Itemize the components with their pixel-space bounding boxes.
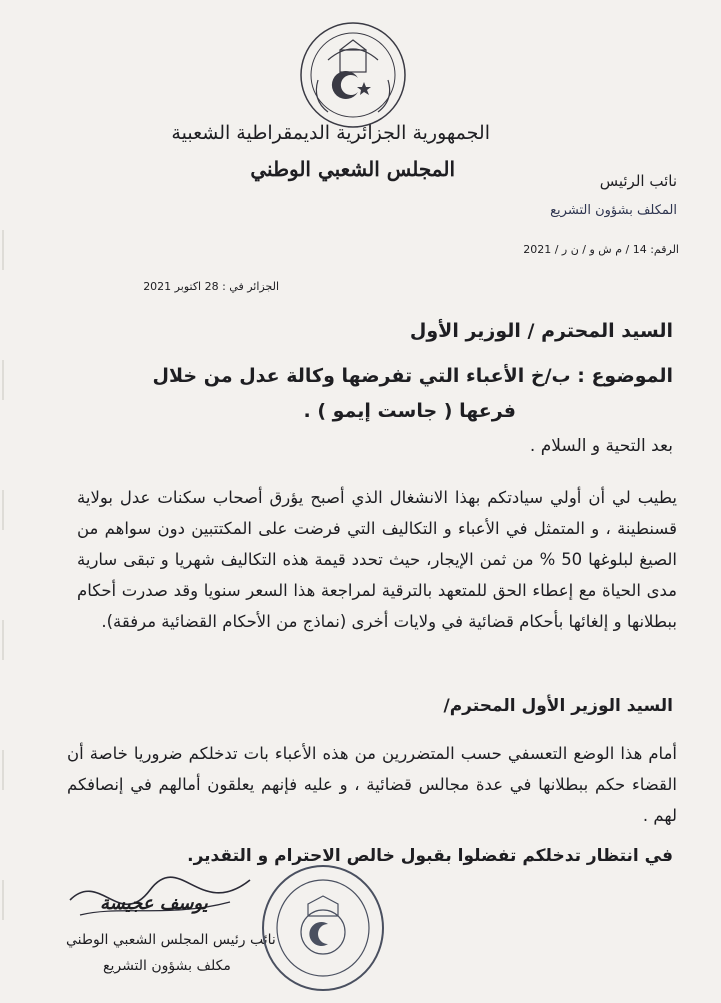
signatory-title-2: مكلف بشؤون التشريع <box>103 958 231 974</box>
official-stamp-icon <box>258 860 388 995</box>
paper-edge-mark <box>0 230 6 930</box>
vice-president-subtitle: المكلف بشؤون التشريع <box>550 203 677 218</box>
national-emblem-icon <box>298 20 408 130</box>
subject-line-2: فرعها ( جاست إيمو ) . <box>303 400 516 422</box>
reference-number: الرقم: 14 / م ش و / ن ر / 2021 <box>523 243 679 256</box>
assembly-header: المجلس الشعبي الوطني <box>250 157 455 181</box>
body-paragraph-1: يطيب لي أن أولي سيادتكم بهذا الانشغال الذي أصبح يؤرق أصحاب سكنات عدل بولاية قسنطينة ، و المتمثل في الأعباء و التكاليف التي فرضت على المكتتبين دون سواهم من الصيغ لبلوغها 50 % من ثمن الإيجار، حيث تحدد قيمة هذه التكاليف شهريا و تبقى سارية مدى الحياة مع إعطاء الحق للمتعهد بالترقية لمراجعة هذا السعر سنويا وقد صدرت أحكام ببطلانها و إلغائها بأحكام قضائية في ولايات أخرى (نماذج من الأحكام القضائية مرفقة). <box>77 488 677 631</box>
signatory-name: يوسف عجيسة <box>100 893 208 914</box>
closing-line: في انتظار تدخلكم تفضلوا بقبول خالص الاحترام و التقدير. <box>187 846 673 866</box>
addressee: السيد المحترم / الوزير الأول <box>409 320 673 342</box>
vice-president-title: نائب الرئيس <box>599 172 677 190</box>
body-paragraph-2: أمام هذا الوضع التعسفي حسب المتضررين من هذه الأعباء بات تدخلكم ضروريا خاصة أن القضاء حكم ببطلانها في عدة مجالس قضائية ، و عليه فإنهم يعلقون أمالهم في إنصافكم لهم . <box>67 744 677 825</box>
greeting: بعد التحية و السلام . <box>529 436 673 456</box>
subject-line-1: الموضوع : ب/خ الأعباء التي تفرضها وكالة عدل من خلال <box>152 365 673 387</box>
republic-header: الجمهورية الجزائرية الديمقراطية الشعبية <box>171 122 490 144</box>
letter-date: الجزائر في : 28 اكتوبر 2021 <box>143 280 279 293</box>
addressee-repeat: السيد الوزير الأول المحترم/ <box>443 696 673 716</box>
signatory-title-1: نائب رئيس المجلس الشعبي الوطني <box>66 932 276 948</box>
